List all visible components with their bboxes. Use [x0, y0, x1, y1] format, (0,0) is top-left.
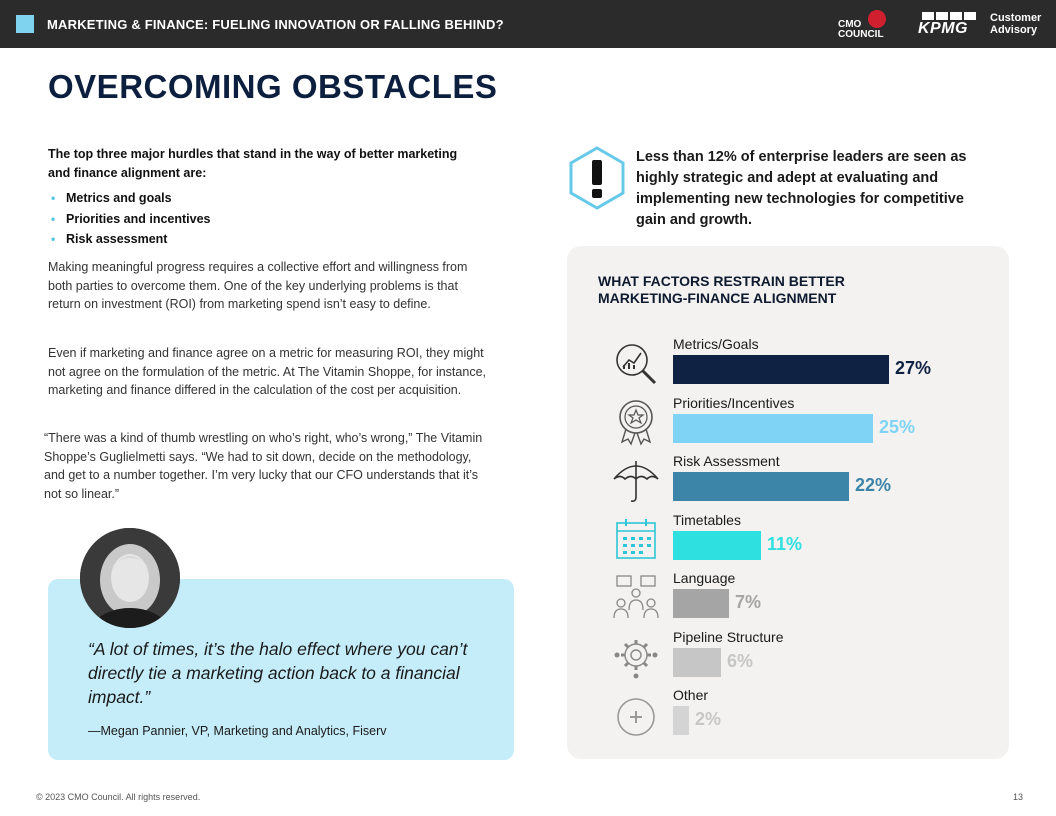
cmo-logo-line2: COUNCIL — [838, 29, 884, 40]
bar-label: Other — [673, 687, 709, 703]
body-paragraph-3: “There was a kind of thumb wrestling on who’s right, who’s wrong,” The Vitamin Shoppe’s Guglielmetti says. “We had to sit down, decide on the methodology, and get to a number together. I’m very lucky that our CFO understands that it’s not so linear.” — [44, 431, 483, 501]
body-paragraph-2: Even if marketing and finance agree on a metric for measuring ROI, they might not agree on the formulation of the metric. At The Vitamin Shoppe, for instance, marketing and finance differed in the calculation of the cost per acquisition. — [48, 346, 486, 398]
chart-panel — [567, 246, 1009, 759]
bar — [673, 472, 849, 501]
growth-chart-icon — [611, 338, 661, 388]
bar-value: 6% — [727, 651, 754, 671]
quote-text: “A lot of times, it’s the halo effect where you can’t directly tie a marketing action back to a financial impact.” — [88, 639, 468, 707]
kpmg-logo — [918, 12, 978, 38]
cmo-council-logo — [838, 8, 890, 42]
header-bar — [0, 0, 1056, 48]
bar-value: 27% — [895, 358, 932, 378]
chart-row-pipeline-structure — [567, 629, 1009, 685]
calendar-icon — [611, 514, 661, 564]
chart-title: WHAT FACTORS RESTRAIN BETTER MARKETING-FINANCE ALIGNMENT — [598, 273, 845, 306]
bar-value: 2% — [695, 709, 722, 729]
bar — [673, 589, 729, 618]
avatar — [80, 528, 180, 628]
quote-attribution: —Megan Pannier, VP, Marketing and Analytics, Fiserv — [88, 724, 387, 738]
list-item: • Metrics and goals — [48, 188, 211, 209]
plus-circle-icon — [611, 689, 661, 739]
bar-label: Language — [673, 570, 736, 586]
chart-row-risk-assessment — [567, 453, 1009, 509]
hurdles-list — [48, 188, 211, 250]
customer-advisory-line1: Customer — [990, 12, 1042, 24]
people-network-icon — [611, 572, 661, 622]
award-ribbon-icon — [611, 397, 661, 447]
bar-label: Metrics/Goals — [673, 336, 759, 352]
bar — [673, 706, 689, 735]
customer-advisory-logo — [990, 12, 1041, 36]
kpmg-logo-text: KPMG — [918, 20, 968, 37]
bar-value: 7% — [735, 592, 762, 612]
cmo-logo-mark-icon — [868, 10, 886, 28]
gear-process-icon — [611, 631, 661, 681]
page-title: OVERCOMING OBSTACLES — [48, 68, 498, 105]
bar-value: 22% — [855, 475, 892, 495]
page-number: 13 — [1013, 792, 1024, 802]
bar-value: 25% — [879, 417, 916, 437]
chart-row-priorities-incentives — [567, 395, 1009, 451]
bar — [673, 355, 889, 384]
chart-row-metrics-goals — [567, 336, 1009, 392]
list-item: • Priorities and incentives — [48, 209, 211, 230]
chart-row-timetables — [567, 512, 1009, 568]
customer-advisory-line2: Advisory — [990, 24, 1038, 36]
list-item: • Risk assessment — [48, 229, 211, 250]
bar — [673, 414, 873, 443]
bar-value: 11% — [767, 534, 803, 554]
bar — [673, 531, 761, 560]
bar-label: Pipeline Structure — [673, 629, 784, 645]
chart-row-other — [567, 687, 1009, 743]
bar-label: Priorities/Incentives — [673, 395, 795, 411]
cmo-logo-line1: CMO — [838, 19, 862, 30]
chart-row-language — [567, 570, 1009, 626]
portrait-photo-icon — [80, 528, 180, 628]
intro-text: The top three major hurdles that stand in the way of better marketing and finance alignment are: — [48, 147, 458, 180]
bar-label: Risk Assessment — [673, 453, 780, 469]
kpmg-boxes-icon — [922, 12, 976, 20]
exclamation-hexagon-icon — [568, 145, 626, 211]
accent-square — [16, 15, 34, 33]
footer-copyright: © 2023 CMO Council. All rights reserved. — [36, 792, 201, 802]
header-title: MARKETING & FINANCE: FUELING INNOVATION OR FALLING BEHIND? — [47, 17, 504, 32]
bar — [673, 648, 721, 677]
bar-label: Timetables — [673, 512, 741, 528]
body-paragraph-1: Making meaningful progress requires a collective effort and willingness from both parties to overcome them. One of the key underlying problems is that return on investment (ROI) from marketing spend isn’t easy to define. — [48, 260, 468, 312]
callout-text: Less than 12% of enterprise leaders are seen as highly strategic and adept at evaluating and implementing new technologies for competitive gain and growth. — [636, 149, 967, 228]
umbrella-icon — [611, 455, 661, 505]
